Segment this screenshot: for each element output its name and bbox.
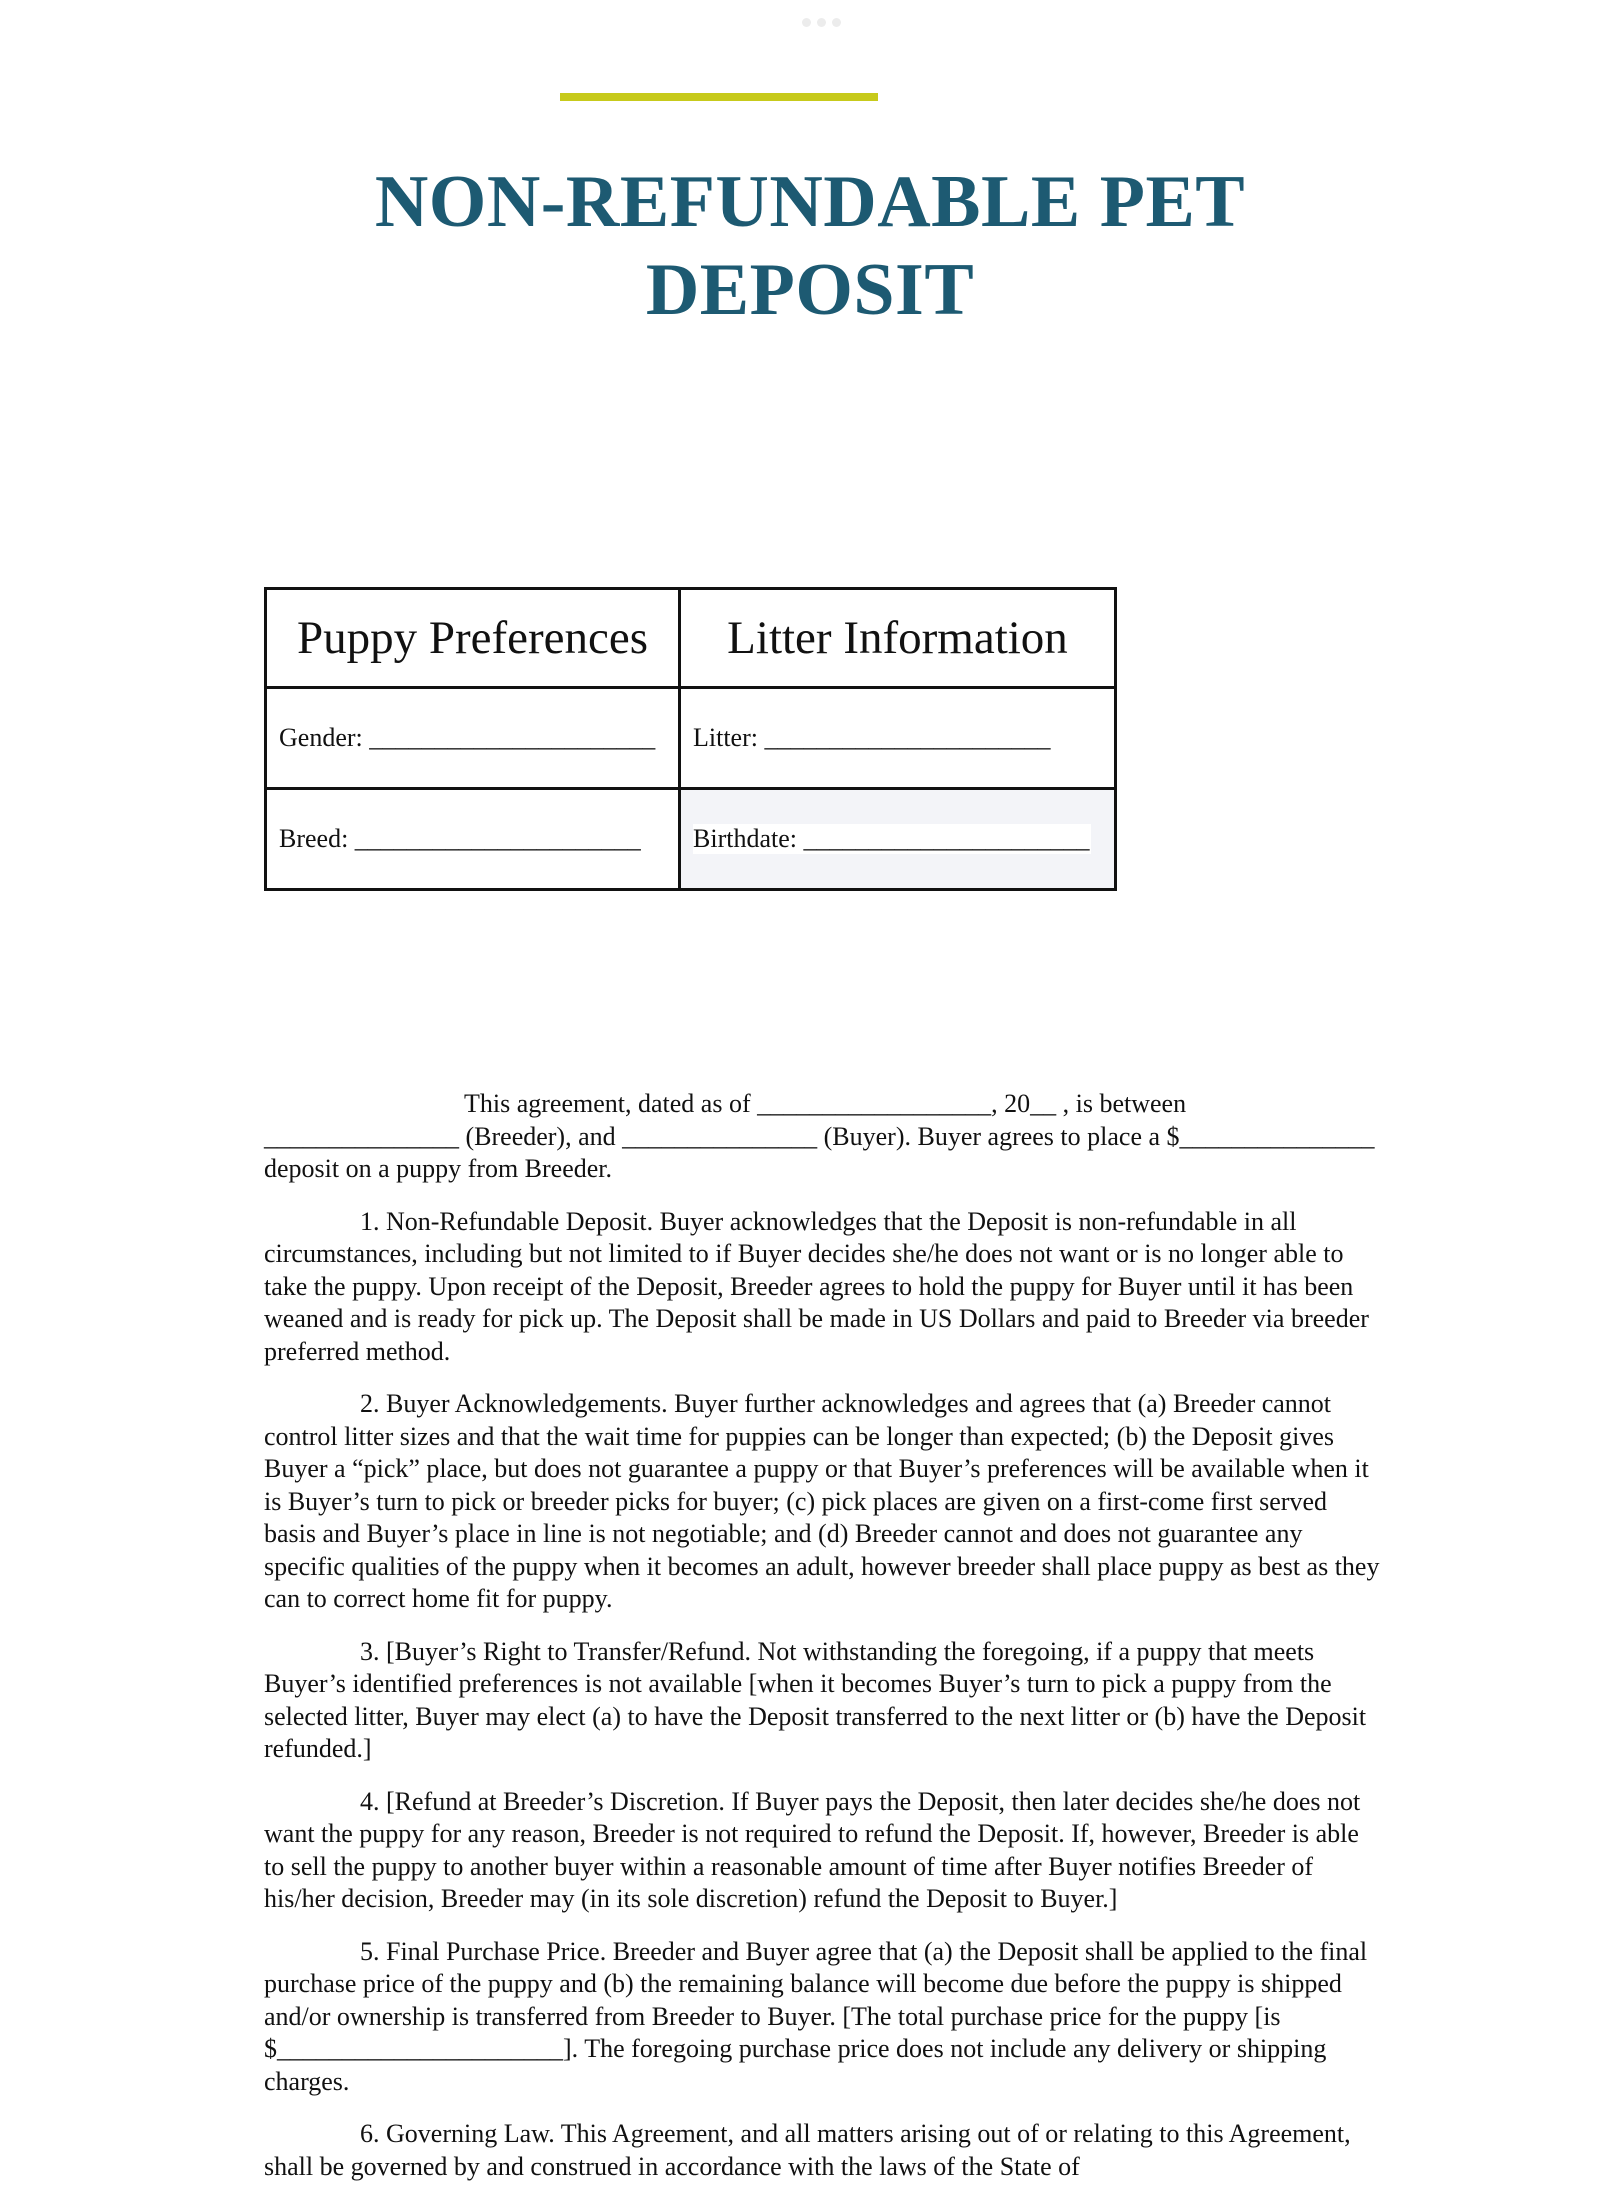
clause-6: 6. Governing Law. This Agreement, and all matters arising out of or relating to this Agreement, shall be governed by and construed in accordance with the laws of the State of [264, 2119, 1351, 2181]
clause-4: 4. [Refund at Breeder’s Discretion. If Buyer pays the Deposit, then later decides she/he does not want the puppy for any reason, Breeder is not required to refund the Deposit. If, however, Breeder is able to sell the puppy to another buyer within a reasonable amount of time after Buyer notifies Breeder of his/her decision, Breeder may (in its sole discretion) refund the Deposit to Buyer.] [264, 1786, 1361, 1913]
birthdate-field[interactable]: Birthdate: ______________________ [693, 824, 1090, 853]
header-litter-information: Litter Information [680, 589, 1116, 688]
breed-field[interactable]: Breed: ______________________ [266, 789, 680, 890]
gender-field[interactable]: Gender: ______________________ [266, 688, 680, 789]
title-accent-bar [560, 93, 878, 101]
table-row [266, 688, 1116, 789]
dot [817, 18, 826, 27]
table-header-row [266, 589, 1116, 688]
agreement-intro-line1: This agreement, dated as of __________________, 20__ , is between [464, 1089, 1187, 1118]
agreement-body [264, 1088, 1384, 2203]
clause-1: 1. Non-Refundable Deposit. Buyer acknowledges that the Deposit is non-refundable in all circumstances, including but not limited to if Buyer decides she/he does not want or is no longer able to take the puppy. Upon receipt of the Deposit, Breeder agrees to hold the puppy for Buyer until it has been weaned and is ready for pick up. The Deposit shall be made in US Dollars and paid to Breeder via breeder preferred method. [264, 1206, 1369, 1366]
litter-field[interactable]: Litter: ______________________ [680, 688, 1116, 789]
agreement-intro [264, 1088, 1384, 1186]
agreement-intro-rest: _______________ (Breeder), and _______________ (Buyer). Buyer agrees to place a $_______________ deposit on a puppy from Breeder. [264, 1121, 1375, 1183]
header-puppy-preferences: Puppy Preferences [266, 589, 680, 688]
birthdate-cell [680, 789, 1116, 890]
clause-5: 5. Final Purchase Price. Breeder and Buyer agree that (a) the Deposit shall be applied to the final purchase price of the puppy and (b) the remaining balance will become due before the puppy is shipped and/or ownership is transferred from Breeder to Buyer. [The total purchase price for the puppy [is $______________________]. The foregoing purchase price does not include any delivery or shipping charges. [264, 1936, 1368, 2096]
document-title-line1: NON-REFUNDABLE PET [374, 161, 1246, 243]
clause-3: 3. [Buyer’s Right to Transfer/Refund. Not withstanding the foregoing, if a puppy that meets Buyer’s identified preferences is not available [when it becomes Buyer’s turn to pick a puppy from the selected litter, Buyer may elect (a) to have the Deposit transferred to the next litter or (b) have the Deposit refunded.] [264, 1636, 1367, 1763]
page-indicator-dots [802, 18, 841, 27]
puppy-preferences-table [264, 587, 1117, 891]
document-title-line2: DEPOSIT [645, 249, 975, 331]
dot [802, 18, 811, 27]
clause-2: 2. Buyer Acknowledgements. Buyer further acknowledges and agrees that (a) Breeder cannot control litter sizes and that the wait time for puppies can be longer than expected; (b) the Deposit gives Buyer a “pick” place, but does not guarantee a puppy or that Buyer’s preferences will be available when it is Buyer’s turn to pick or breeder picks for buyer; (c) pick places are given on a first-come first served basis and Buyer’s place in line is not negotiable; and (d) Breeder cannot and does not guarantee any specific qualities of the puppy when it becomes an adult, however breeder shall place puppy as best as they can to correct home fit for puppy. [264, 1389, 1380, 1613]
table-row [266, 789, 1116, 890]
dot [832, 18, 841, 27]
document-title [0, 158, 1620, 334]
